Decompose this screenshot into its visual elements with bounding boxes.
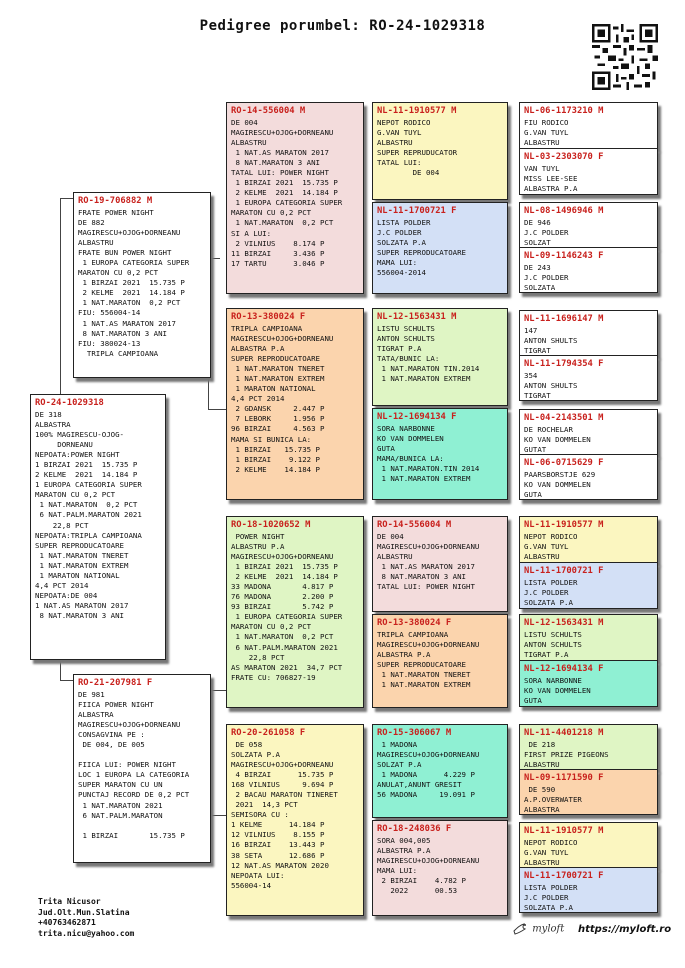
pedigree-card-gen3 bbox=[372, 308, 508, 406]
bracket-line bbox=[60, 198, 61, 395]
ring-number: NL-06-1173210 M bbox=[524, 106, 604, 116]
pedigree-card-gen4 bbox=[519, 822, 658, 868]
ring-number: RO-18-248036 F bbox=[377, 824, 452, 834]
pedigree-card-grandsire-maternal bbox=[226, 516, 364, 708]
pedigree-card-gen4 bbox=[519, 102, 658, 149]
card-details: DE 243 J.C POLDER SOLZATA bbox=[524, 263, 569, 293]
card-details: SORA 004,005 ALBASTRA P.A MAGIRESCU+OJOG+DORNEANU MAMA LUI: 2 BIRZAI 4.782 P 2022 00.53 bbox=[377, 836, 480, 896]
myloft-brand: myloft bbox=[532, 923, 565, 935]
card-details: DE 981 FIICA POWER NIGHT ALBASTRA MAGIRESCU+OJOG+DORNEANU CONSAGVINA PE : DE 004, DE 005 FIICA LUI: POWER NIGHT LOC 1 EUROPA LA CATEGORIA SUPER MARATON CU UN PUNCTAJ RECORD DE 0,2 PCT 1 NAT.MARATON 2021 6 NAT.PALM.MARATON 1 BIRZAI 15.735 P bbox=[78, 690, 190, 840]
ring-number: RO-18-1020652 M bbox=[231, 520, 311, 530]
card-details: VAN TUYL MISS LEE-SEE ALBASTRA P.A bbox=[524, 164, 578, 194]
ring-number: NL-11-1910577 M bbox=[524, 826, 604, 836]
ring-number: NL-06-0715629 F bbox=[524, 458, 604, 468]
ring-number: NL-11-1700721 F bbox=[524, 566, 604, 576]
pigeon-icon bbox=[513, 922, 529, 936]
card-details: FRATE POWER NIGHT DE 882 MAGIRESCU+OJOG+DORNEANU ALBASTRU FRATE BUN POWER NIGHT 1 EUROPA CATEGORIA SUPER MARATON CU 0,2 PCT 1 BIRZAI 2021 15.735 P 2 KELME 2021 14.184 P 1 NAT.MARATON 0,2 PCT FIU: 556004-14 1 NAT.AS MARATON 2017 8 NAT.MARATON 3 ANI FIU: 380024-13 TRIPLA CAMPIOANA bbox=[78, 208, 190, 358]
pedigree-card-gen4 bbox=[519, 724, 658, 770]
card-details: DE 058 SOLZATA P.A MAGIRESCU+OJOG+DORNEANU 4 BIRZAI 15.735 P 168 VILNIUS 9.694 P 2 BACAU MARATON TINERET 2021 14,3 PCT SEMISORA CU : 1 KELME 14.184 P 12 VILNIUS 8.155 P 16 BIRZAI 13.443 P 38 SETA 12.686 P 12 NAT.AS MARATON 2020 NEPOATA LUI: 556004-14 bbox=[231, 740, 338, 890]
card-details: SORA NARBONNE KO VAN DOMMELEN GUTA MAMA/BUNICA LA: 1 NAT.MARATON.TIN 2014 1 NAT.MARATON EXTREM bbox=[377, 424, 480, 484]
ring-number: NL-12-1694134 F bbox=[377, 412, 457, 422]
ring-number: NL-12-1563431 M bbox=[524, 618, 604, 628]
pedigree-card-gen4 bbox=[519, 867, 658, 913]
pedigree-card-gen4 bbox=[519, 247, 658, 293]
ring-number: RO-24-1029318 bbox=[35, 398, 104, 408]
bracket-line bbox=[60, 660, 61, 680]
ring-number: NL-11-1910577 M bbox=[524, 520, 604, 530]
pedigree-card-sire bbox=[73, 192, 211, 378]
ring-number: NL-09-1146243 F bbox=[524, 251, 604, 261]
pedigree-card-gen4 bbox=[519, 454, 658, 500]
bracket-line bbox=[208, 409, 226, 410]
ring-number: RO-19-706882 M bbox=[78, 196, 153, 206]
card-details: FIU RODICO G.VAN TUYL ALBASTRU bbox=[524, 118, 569, 148]
card-details: POWER NIGHT ALBASTRU P.A MAGIRESCU+OJOG+DORNEANU 1 BIRZAI 2021 15.735 P 2 KELME 2021 14.184 P 33 MADONA 4.817 P 76 MADONA 2.200 P 93 BIRZAI 5.742 P 1 EUROPA CATEGORIA SUPER MARATON CU 0,2 PCT 1 NAT.MARATON 0,2 PCT 6 NAT.PALM.MARATON 2021 22,8 PCT AS MARATON 2021 34,7 PCT FRATE CU: 706827-19 bbox=[231, 532, 343, 682]
ring-number: RO-14-556004 M bbox=[231, 106, 306, 116]
card-details: 354 ANTON SHULTS TIGRAT bbox=[524, 371, 578, 401]
card-details: 1 MADONA MAGIRESCU+OJOG+DORNEANU SOLZAT P.A 1 MADONA 4.229 P ANULAT,ANUNT GRESIT 56 MADONA 19.091 P bbox=[377, 740, 480, 800]
card-details: NEPOT RODICO G.VAN TUYL ALBASTRU SUPER REPRUDUCATOR TATAL LUI: DE 004 bbox=[377, 118, 458, 178]
card-details: LISTA POLDER J.C POLDER SOLZATA P.A bbox=[524, 578, 578, 608]
pedigree-card-gen3 bbox=[372, 408, 508, 500]
ring-number: RO-20-261058 F bbox=[231, 728, 306, 738]
pedigree-card-grandsire-paternal bbox=[226, 102, 364, 294]
ring-number: RO-13-380024 F bbox=[231, 312, 306, 322]
ring-number: NL-11-1696147 M bbox=[524, 314, 604, 324]
ring-number: NL-12-1694134 F bbox=[524, 664, 604, 674]
pedigree-card-gen4 bbox=[519, 409, 658, 455]
ring-number: NL-12-1563431 M bbox=[377, 312, 457, 322]
pedigree-card-gen3 bbox=[372, 820, 508, 916]
pedigree-card-gen4 bbox=[519, 310, 658, 356]
ring-number: NL-11-1700721 F bbox=[524, 871, 604, 881]
card-details: LISTU SCHULTS ANTON SCHULTS TIGRAT P.A bbox=[524, 630, 582, 660]
pedigree-card-gen3 bbox=[372, 202, 508, 294]
ring-number: RO-21-207981 F bbox=[78, 678, 153, 688]
ring-number: NL-04-2143501 M bbox=[524, 413, 604, 423]
card-details: DE 318 ALBASTRA 100% MAGIRESCU-OJOG- DORNEANU NEPOATA:POWER NIGHT 1 BIRZAI 2021 15.735 P 2 KELME 2021 14.184 P 1 EUROPA CATEGORIA SUPER MARATON CU 0,2 PCT 1 NAT.MARATON 0,2 PCT 6 NAT.PALM.MARATON 2021 22,8 PCT NEPOATA:TRIPLA CAMPIOANA SUPER REPRODUCATOARE 1 NAT.MARATON TNERET 1 NAT.MARATON EXTREM 1 MARATON NATIONAL 4,4 PCT 2014 NEPOATA:DE 004 1 NAT.AS MARATON 2017 8 NAT.MARATON 3 ANI bbox=[35, 410, 142, 620]
bracket-line bbox=[60, 198, 73, 199]
pedigree-card-granddam-paternal bbox=[226, 308, 364, 500]
pedigree-card-gen3 bbox=[372, 516, 508, 612]
pedigree-card-dam bbox=[73, 674, 211, 863]
card-details: NEPOT RODICO G.VAN TUYL ALBASTRU bbox=[524, 838, 578, 868]
pedigree-card-gen4 bbox=[519, 355, 658, 401]
pedigree-card-gen4 bbox=[519, 660, 658, 707]
card-details: DE 946 J.C POLDER SOLZAT bbox=[524, 218, 569, 248]
ring-number: RO-13-380024 F bbox=[377, 618, 452, 628]
pedigree-card-gen4 bbox=[519, 202, 658, 248]
card-details: DE 590 A.P.OVERWATER ALBASTRA bbox=[524, 785, 582, 815]
owner-contact: Trita Nicusor Jud.Olt.Mun.Slatina +40763462871 trita.nicu@yahoo.com bbox=[38, 897, 135, 938]
ring-number: NL-09-1171590 F bbox=[524, 773, 604, 783]
page-title: Pedigree porumbel: RO-24-1029318 bbox=[199, 18, 486, 34]
card-details: DE 004 MAGIRESCU+OJOG+DORNEANU ALBASTRU 1 NAT.AS MARATON 2017 8 NAT.MARATON 3 ANI TATAL LUI: POWER NIGHT bbox=[377, 532, 480, 592]
ring-number: RO-14-556004 M bbox=[377, 520, 452, 530]
pedigree-card-gen4 bbox=[519, 562, 658, 609]
card-details: TRIPLA CAMPIOANA MAGIRESCU+OJOG+DORNEANU ALBASTRA P.A SUPER REPRODUCATOARE 1 NAT.MARATON TNERET 1 NAT.MARATON EXTREM bbox=[377, 630, 480, 690]
ring-number: RO-15-306067 M bbox=[377, 728, 452, 738]
card-details: LISTU SCHULTS ANTON SCHULTS TIGRAT P.A TATA/BUNIC LA: 1 NAT.MARATON TIN.2014 1 NAT.MARATON EXTREM bbox=[377, 324, 480, 384]
card-details: DE 004 MAGIRESCU+OJOG+DORNEANU ALBASTRU 1 NAT.AS MARATON 2017 8 NAT.MARATON 3 ANI TATAL LUI: POWER NIGHT 1 BIRZAI 2021 15.735 P 2 KELME 2021 14.184 P 1 EUROPA CATEGORIA SUPER MARATON CU 0,2 PCT 1 NAT.MARATON 0,2 PCT SI A LUI: 2 VILNIUS 8.174 P 11 BIRZAI 3.436 P 17 TARTU 3.046 P bbox=[231, 118, 343, 268]
ring-number: NL-11-4401218 M bbox=[524, 728, 604, 738]
card-details: LISTA POLDER J.C POLDER SOLZATA P.A SUPER REPRODUCATOARE MAMA LUI: 556004-2014 bbox=[377, 218, 466, 278]
card-details: SORA NARBONNE KO VAN DOMMELEN GUTA bbox=[524, 676, 591, 706]
ring-number: NL-11-1794354 F bbox=[524, 359, 604, 369]
pedigree-card-gen4 bbox=[519, 614, 658, 661]
pedigree-card-gen3 bbox=[372, 724, 508, 818]
card-details: PAARSBORSTJE 629 KO VAN DOMMELEN GUTA bbox=[524, 470, 596, 500]
pedigree-card-gen4 bbox=[519, 148, 658, 195]
card-details: TRIPLA CAMPIOANA MAGIRESCU+OJOG+DORNEANU ALBASTRA P.A SUPER REPRODUCATOARE 1 NAT.MARATON TNERET 1 NAT.MARATON EXTREM 1 MARATON NATIONAL 4,4 PCT 2014 2 GDANSK 2.447 P 7 LEBORK 1.956 P 96 BIRZAI 4.563 P MAMA SI BUNICA LA: 1 BIRZAI 15.735 P 1 BIRZAI 9.122 P 2 KELME 14.184 P bbox=[231, 324, 334, 474]
pedigree-card-gen4 bbox=[519, 769, 658, 815]
pedigree-card-granddam-maternal bbox=[226, 724, 364, 916]
card-details: NEPOT RODICO G.VAN TUYL ALBASTRU bbox=[524, 532, 578, 562]
ring-number: NL-03-2303070 F bbox=[524, 152, 604, 162]
ring-number: NL-11-1700721 F bbox=[377, 206, 457, 216]
ring-number: NL-08-1496946 M bbox=[524, 206, 604, 216]
qr-code bbox=[592, 24, 658, 90]
pedigree-card-gen3 bbox=[372, 102, 508, 200]
pedigree-card-gen4 bbox=[519, 516, 658, 563]
card-details: DE ROCHELAR KO VAN DOMMELEN GUTAT bbox=[524, 425, 591, 455]
bracket-line bbox=[60, 680, 73, 681]
pedigree-card-gen3 bbox=[372, 614, 508, 708]
ring-number: NL-11-1910577 M bbox=[377, 106, 457, 116]
myloft-logo bbox=[513, 922, 564, 936]
card-details: 147 ANTON SHULTS TIGRAT bbox=[524, 326, 578, 356]
card-details: DE 218 FIRST PRIZE PIGEONS ALBASTRU bbox=[524, 740, 609, 770]
card-details: LISTA POLDER J.C POLDER SOLZATA P.A bbox=[524, 883, 578, 913]
pedigree-card-subject bbox=[30, 394, 166, 660]
myloft-url[interactable]: https://myloft.ro bbox=[578, 924, 672, 935]
